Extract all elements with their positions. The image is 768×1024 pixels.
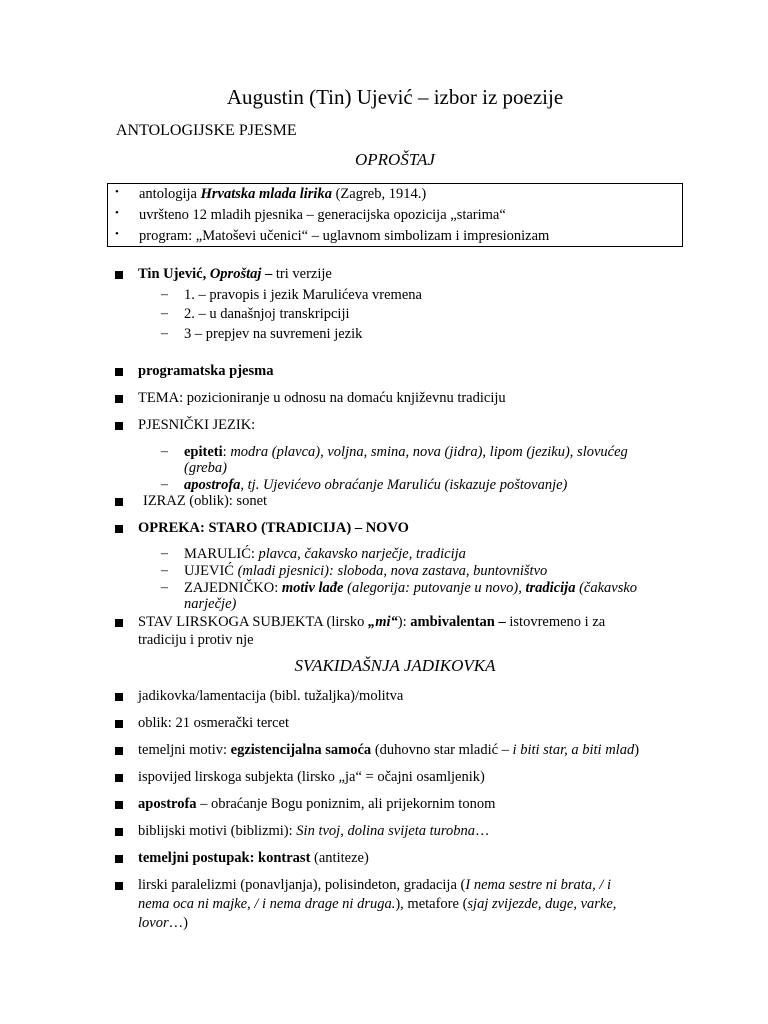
sub-item: ZAJEDNIČKO: motiv lađe (alegorija: putovanje u novo), tradicija (čakavsko: [184, 580, 638, 596]
square-bullet-icon: [115, 720, 123, 728]
square-bullet-icon: [115, 747, 123, 755]
list-item: STAV LIRSKOGA SUBJEKTA (lirsko „mi“): ambivalentan – istovremeno i za: [138, 614, 606, 630]
dash-icon: –: [161, 287, 168, 302]
list-item: temeljni postupak: kontrast (antiteze): [138, 850, 369, 866]
document-title: Augustin (Tin) Ujević – izbor iz poezije: [226, 85, 564, 109]
sub-item-continuation: (greba): [184, 460, 227, 476]
square-bullet-icon: [115, 422, 123, 430]
sub-item: apostrofa, tj. Ujevićevo obraćanje Maruliću (iskazuje poštovanje): [184, 477, 568, 493]
dash-icon: –: [161, 563, 168, 578]
dash-icon: –: [161, 546, 168, 561]
list-item: oblik: 21 osmerački tercet: [138, 715, 289, 731]
box-item-text: uvršteno 12 mladih pjesnika – generacijska opozicija „starima“: [139, 207, 506, 223]
square-bullet-icon: [115, 271, 123, 279]
version-item: 3 – prepjev na suvremeni jezik: [184, 326, 363, 342]
square-bullet-icon: [115, 855, 123, 863]
list-item: IZRAZ (oblik): sonet: [143, 493, 268, 509]
box-item-emphasis: Hrvatska mlada lirika: [200, 186, 332, 202]
box-item-text: program: „Matoševi učenici“ – uglavnom simbolizam i impresionizam: [139, 228, 550, 244]
subtitle: ANTOLOGIJSKE PJESME: [116, 122, 297, 139]
square-bullet-icon: [115, 828, 123, 836]
square-bullet-icon: [115, 619, 123, 627]
list-item: PJESNIČKI JEZIK:: [138, 417, 256, 433]
info-box: [107, 183, 683, 247]
square-bullet-icon: [115, 882, 123, 890]
list-item-continuation: lovor…): [138, 915, 188, 931]
bullet-icon: •: [115, 186, 119, 198]
section-title-oprostaj: OPROŠTAJ: [355, 150, 435, 169]
bullet-icon: •: [115, 207, 119, 219]
version-item: 1. – pravopis i jezik Marulićeva vremena: [184, 287, 422, 303]
square-bullet-icon: [115, 498, 123, 506]
list-item: ispovijed lirskoga subjekta (lirsko „ja“ = očajni osamljenik): [138, 769, 485, 785]
list-item: biblijski motivi (biblizmi): Sin tvoj, dolina svijeta turobna…: [138, 823, 490, 839]
sub-item: epiteti: modra (plavca), voljna, smina, nova (jidra), lipom (jeziku), slovućeg: [184, 444, 628, 460]
square-bullet-icon: [115, 368, 123, 376]
square-bullet-icon: [115, 801, 123, 809]
dash-icon: –: [161, 326, 168, 341]
list-item: temeljni motiv: egzistencijalna samoća (duhovno star mladić – i biti star, a biti mlad): [138, 742, 640, 758]
list-item: jadikovka/lamentacija (bibl. tužaljka)/molitva: [138, 688, 404, 704]
list-item: OPREKA: STARO (TRADICIJA) – NOVO: [138, 520, 409, 536]
box-item-text: antologija: [139, 186, 201, 202]
sub-item-continuation: narječje): [184, 596, 237, 612]
bullet-icon: •: [115, 228, 119, 240]
square-bullet-icon: [115, 395, 123, 403]
dash-icon: –: [161, 580, 168, 595]
version-item: 2. – u današnjoj transkripciji: [184, 306, 350, 322]
box-item-text: (Zagreb, 1914.): [331, 186, 427, 202]
list-item-continuation: tradiciju i protiv nje: [138, 632, 254, 648]
square-bullet-icon: [115, 525, 123, 533]
section-title-jadikovka: SVAKIDAŠNJA JADIKOVKA: [294, 656, 496, 675]
square-bullet-icon: [115, 774, 123, 782]
sub-item: MARULIĆ: plavca, čakavsko narječje, tradicija: [184, 546, 466, 562]
list-item: lirski paralelizmi (ponavljanja), polisindeton, gradacija (I nema sestre ni brata, / i: [138, 877, 612, 893]
list-item: programatska pjesma: [138, 363, 274, 379]
dash-icon: –: [161, 444, 168, 459]
sub-item: UJEVIĆ (mladi pjesnici): sloboda, nova zastava, buntovništvo: [184, 563, 548, 579]
dash-icon: –: [161, 306, 168, 321]
square-bullet-icon: [115, 693, 123, 701]
list-item: Tin Ujević, Oproštaj – tri verzije: [138, 266, 332, 282]
list-item: apostrofa – obraćanje Bogu poniznim, ali prijekornim tonom: [138, 796, 496, 812]
dash-icon: –: [161, 477, 168, 492]
list-item-continuation: nema oca ni majke, / i nema drage ni druga.), metafore (sjaj zvijezde, duge, varke,: [138, 896, 617, 912]
list-item: TEMA: pozicioniranje u odnosu na domaću književnu tradiciju: [138, 390, 506, 406]
